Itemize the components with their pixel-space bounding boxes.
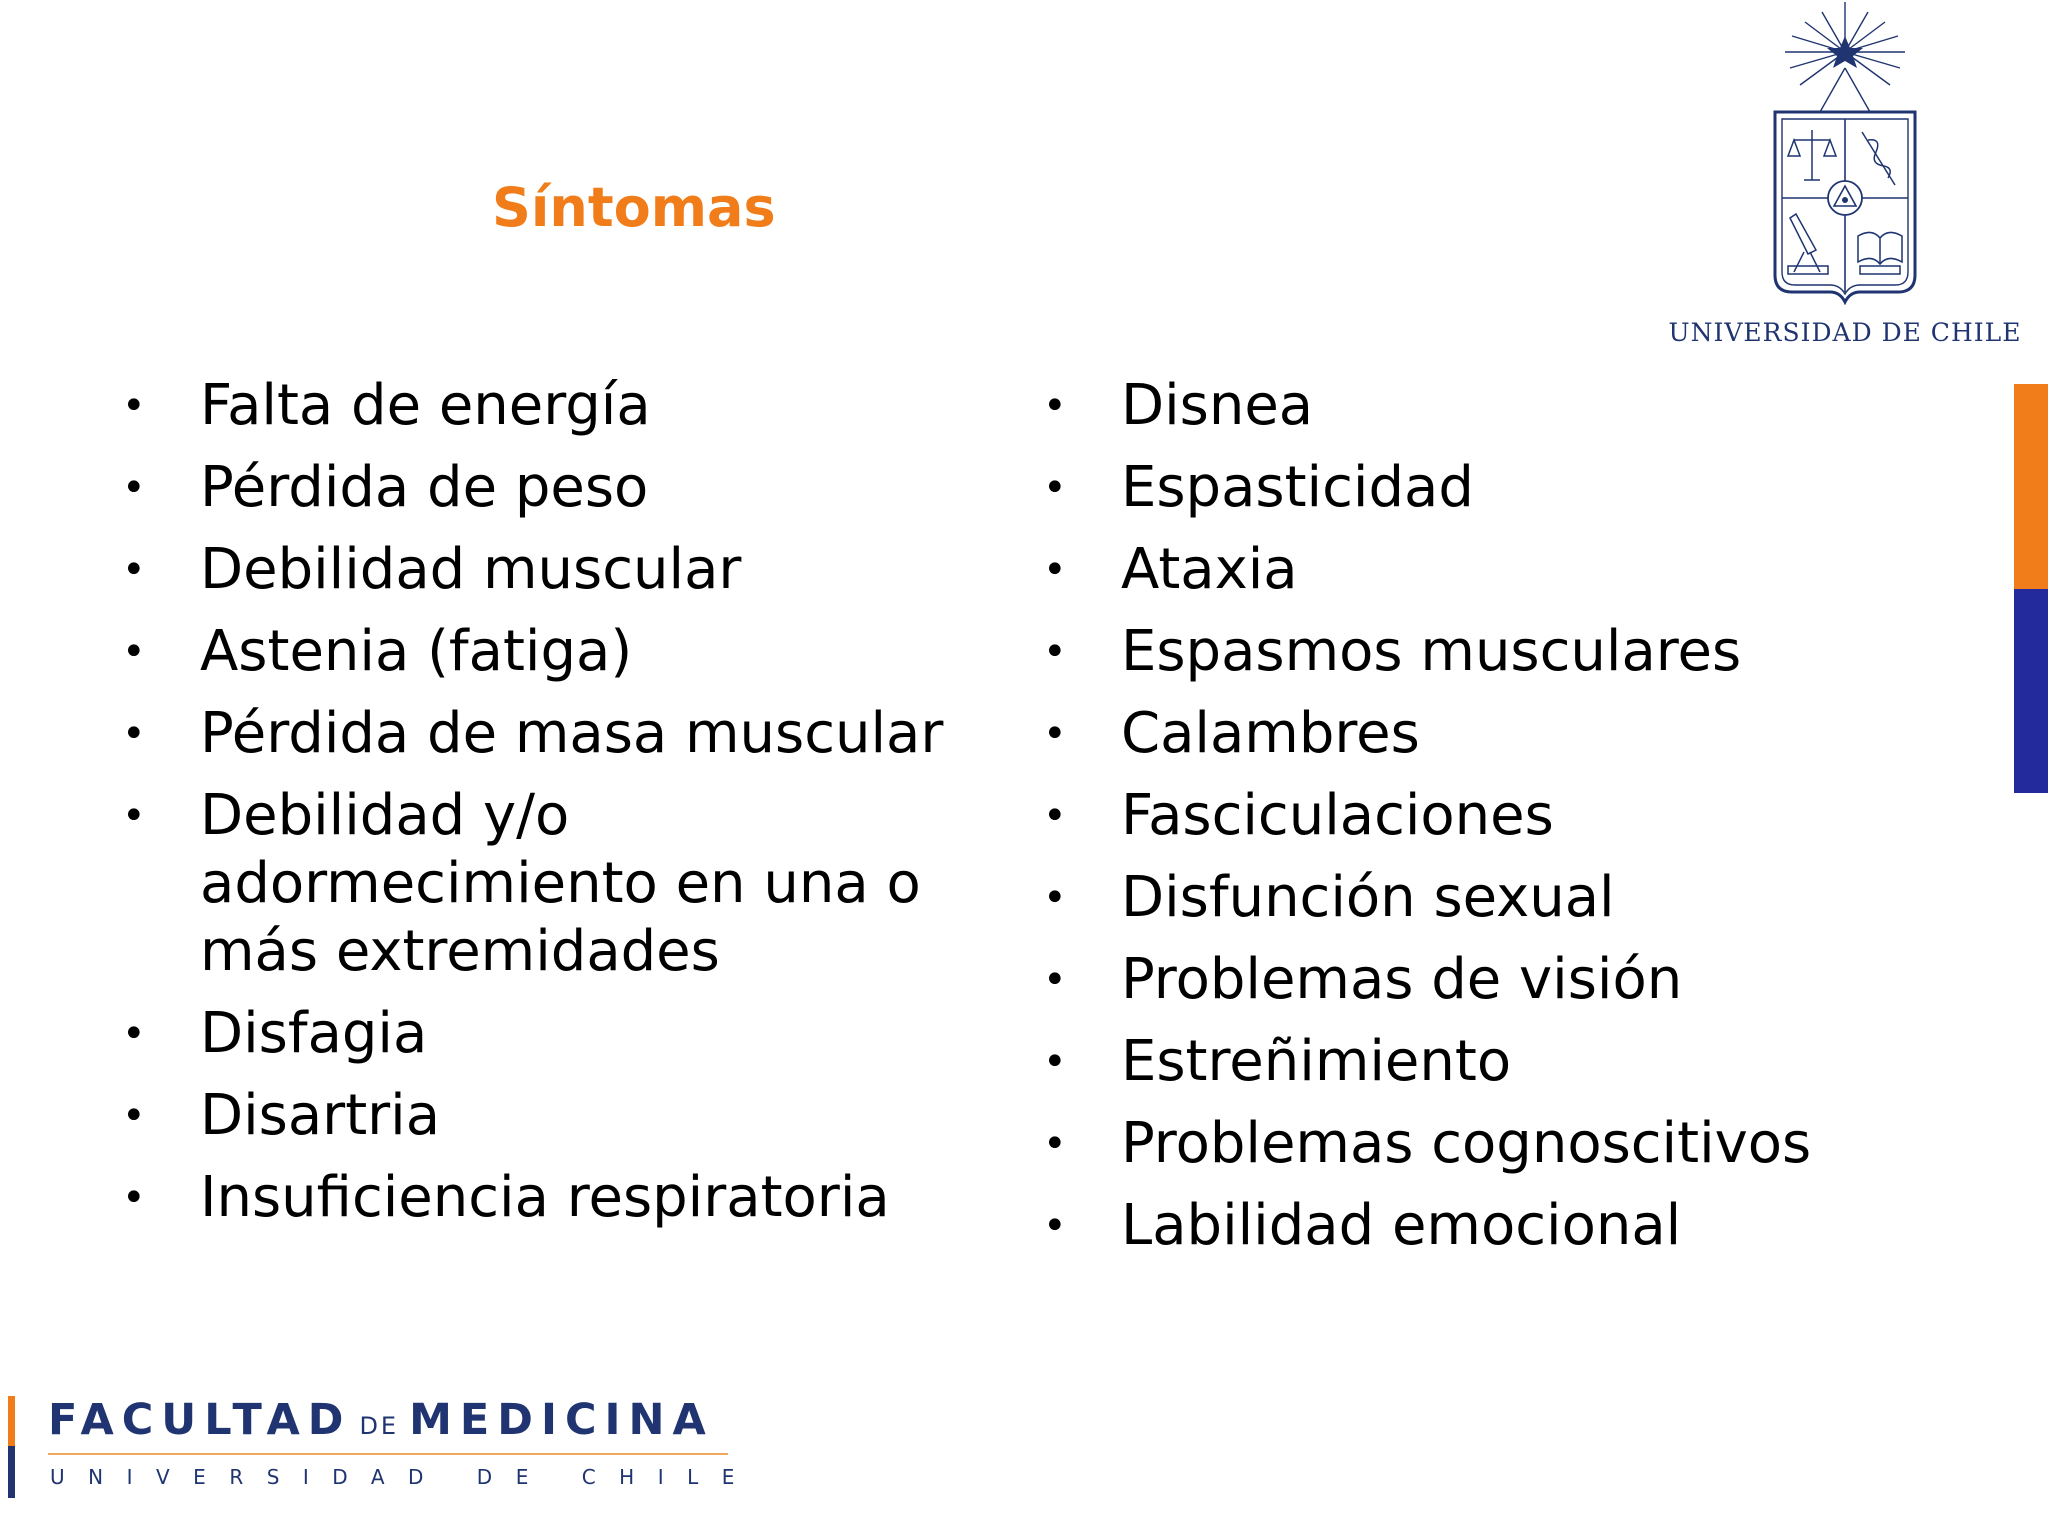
list-item-text: Falta de energía [200, 373, 651, 438]
bullet-icon: • [122, 711, 146, 757]
bullet-icon: • [122, 793, 146, 839]
list-item-text: Insuficiencia respiratoria [200, 1165, 890, 1230]
list-item-text: Debilidad muscular [200, 537, 742, 602]
list-item [122, 618, 982, 686]
faculty-logo-word-de: DE [359, 1412, 400, 1440]
side-accent-blue [2014, 589, 2048, 793]
list-item [1043, 1192, 1943, 1260]
bullet-icon: • [1043, 629, 1067, 675]
symptom-list-right [1043, 372, 1943, 1274]
list-item-text: Disfagia [200, 1001, 428, 1066]
bullet-icon: • [1043, 1203, 1067, 1249]
list-item [1043, 700, 1943, 768]
slide-title: Síntomas [492, 176, 776, 239]
bullet-icon: • [122, 1175, 146, 1221]
side-accent-orange [2014, 384, 2048, 589]
list-item [122, 1164, 982, 1232]
university-crest-icon [1760, 0, 1930, 305]
list-item [122, 372, 982, 440]
list-item [122, 1082, 982, 1150]
faculty-logo-rule [48, 1453, 728, 1455]
list-item [1043, 946, 1943, 1014]
list-item [1043, 864, 1943, 932]
bullet-icon: • [1043, 1121, 1067, 1167]
list-item-text: Problemas cognoscitivos [1121, 1111, 1812, 1176]
bullet-icon: • [122, 547, 146, 593]
list-item [122, 536, 982, 604]
faculty-logo [8, 1392, 758, 1502]
list-item [1043, 1028, 1943, 1096]
bullet-icon: • [122, 629, 146, 675]
list-item-text: Ataxia [1121, 537, 1298, 602]
list-item-text: Pérdida de masa muscular [200, 701, 944, 766]
bullet-icon: • [1043, 547, 1067, 593]
faculty-logo-bar-orange [8, 1396, 15, 1446]
bullet-icon: • [122, 383, 146, 429]
faculty-logo-word-medicina: MEDICINA [409, 1395, 714, 1445]
list-item [122, 1000, 982, 1068]
list-item-text: Pérdida de peso [200, 455, 649, 520]
list-item-text: Estreñimiento [1121, 1029, 1512, 1094]
list-item [1043, 454, 1943, 522]
list-item-text: Calambres [1121, 701, 1420, 766]
list-item [1043, 372, 1943, 440]
faculty-logo-title [48, 1392, 714, 1454]
bullet-icon: • [122, 465, 146, 511]
list-item-text: Disnea [1121, 373, 1314, 438]
list-item-text: Debilidad y/o adormecimiento en una o más extremidades [200, 783, 921, 984]
list-item [122, 454, 982, 522]
bullet-icon: • [1043, 1039, 1067, 1085]
symptom-list-left [122, 372, 982, 1246]
list-item-text: Fasciculaciones [1121, 783, 1554, 848]
list-item-text: Espasmos musculares [1121, 619, 1742, 684]
bullet-icon: • [1043, 465, 1067, 511]
university-name: UNIVERSIDAD DE CHILE [1668, 318, 2022, 347]
faculty-logo-subtitle: UNIVERSIDAD DE CHILE [50, 1465, 758, 1489]
list-item-text: Espasticidad [1121, 455, 1474, 520]
bullet-icon: • [1043, 711, 1067, 757]
list-item [1043, 1110, 1943, 1178]
bullet-icon: • [1043, 875, 1067, 921]
list-item [1043, 536, 1943, 604]
list-item-text: Disfunción sexual [1121, 865, 1615, 930]
bullet-icon: • [1043, 383, 1067, 429]
list-item [1043, 618, 1943, 686]
list-item [1043, 782, 1943, 850]
list-item-text: Problemas de visión [1121, 947, 1683, 1012]
bullet-icon: • [1043, 793, 1067, 839]
list-item [122, 782, 982, 986]
list-item-text: Astenia (fatiga) [200, 619, 633, 684]
list-item-text: Labilidad emocional [1121, 1193, 1682, 1258]
bullet-icon: • [1043, 957, 1067, 1003]
faculty-logo-word-facultad: FACULTAD [48, 1395, 352, 1445]
faculty-logo-bar-blue [8, 1446, 15, 1498]
list-item [122, 700, 982, 768]
list-item-text: Disartria [200, 1083, 441, 1148]
bullet-icon: • [122, 1093, 146, 1139]
bullet-icon: • [122, 1011, 146, 1057]
